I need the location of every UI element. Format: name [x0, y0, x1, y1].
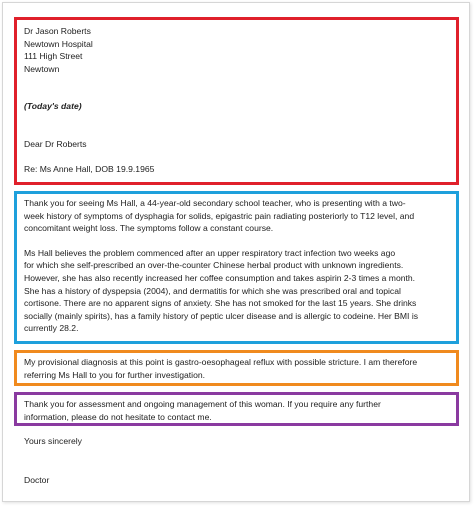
- valediction: Yours sincerely: [24, 436, 82, 446]
- history-p2-line: cortisone. There are no apparent signs of anxiety. She has not smoked for the last 15 years. She drinks: [24, 298, 417, 309]
- closing-line: Thank you for assessment and ongoing management of this woman. If you require any further: [24, 399, 381, 409]
- history-p1-line: week history of symptoms of dysphagia for solids, epigastric pain radiating posteriorly to T12 level, and: [24, 210, 415, 221]
- closing-section: [14, 392, 459, 426]
- letter-date: (Today's date): [24, 101, 82, 112]
- diagnosis-line: My provisional diagnosis at this point is gastro-oesophageal reflux with possible stricture. I am therefore: [24, 357, 418, 367]
- recipient-town: Newtown: [24, 63, 60, 74]
- history-p2-line: Ms Hall believes the problem commenced after an upper respiratory tract infection two weeks ago: [24, 247, 396, 258]
- history-p2-line: socially (mainly spirits), has a family history of peptic ulcer disease and is allergic to codeine. Her BMI is: [24, 310, 419, 321]
- recipient-name: Dr Jason Roberts: [24, 26, 91, 36]
- salutation: Dear Dr Roberts: [24, 138, 87, 149]
- diagnosis-section: [14, 350, 459, 386]
- history-p1-line: Thank you for seeing Ms Hall, a 44-year-old secondary school teacher, who is presenting with a two-: [24, 198, 406, 208]
- history-p2-line: for which she self-prescribed an over-the-counter Chinese herbal product with unknown ingredients.: [24, 260, 404, 271]
- signature: Doctor: [24, 475, 50, 485]
- recipient-street: 111 High Street: [24, 51, 83, 62]
- diagnosis-line: referring Ms Hall to you for further investigation.: [24, 369, 206, 380]
- re-line: Re: Ms Anne Hall, DOB 19.9.1965: [24, 163, 155, 174]
- closing-line: information, please do not hesitate to contact me.: [24, 411, 212, 422]
- recipient-hospital: Newtown Hospital: [24, 38, 93, 49]
- history-paragraph-1: [24, 197, 449, 235]
- history-p2-line: However, she has also recently increased her coffee consumption and takes aspirin 2-3 times a month.: [24, 272, 416, 283]
- history-p2-line: She has a history of dyspepsia (2004), and dermatitis for which she was prescribed oral and topical: [24, 285, 401, 296]
- history-p1-line: concomitant weight loss. The symptoms follow a constant course.: [24, 223, 274, 234]
- address-section: [14, 17, 459, 185]
- history-p2-line: currently 28.2.: [24, 323, 79, 334]
- history-paragraph-2: [24, 247, 449, 335]
- history-section: [14, 191, 459, 344]
